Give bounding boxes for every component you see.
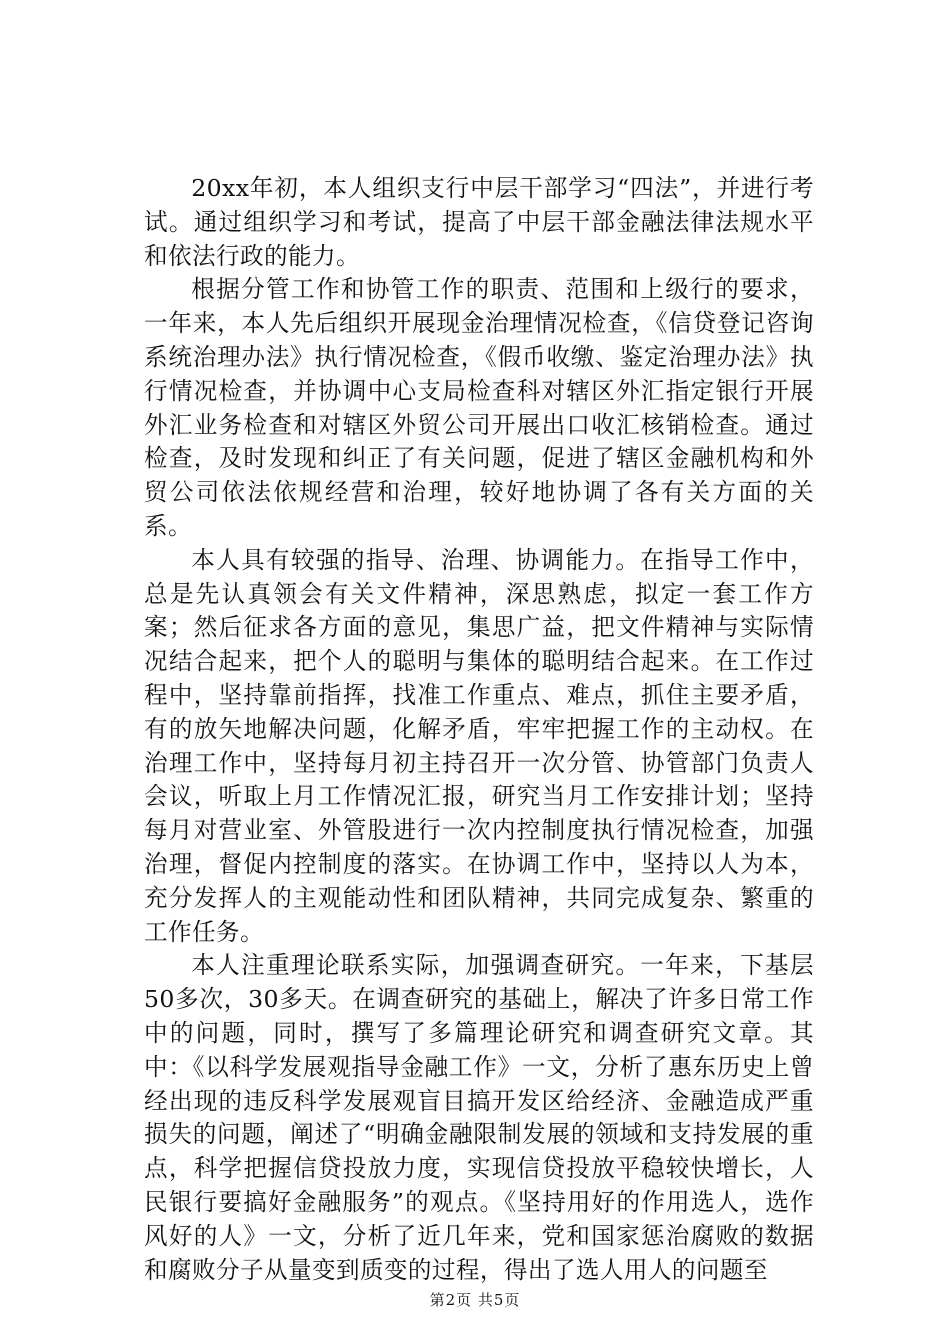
paragraph-research: 本人注重理论联系实际，加强调查研究。一年来，下基层50多次，30多天。在调查研究的基础上，解决了许多日常工作中的问题，同时，撰写了多篇理论研究和调查研究文章。其中：《以科学发展观指导金融工作》一文，分析了惠东历史上曾经出现的违反科学发展观盲目搞开发区给经济、金融造成严重损失的问题，阐述了“明确金融限制发展的领域和支持发展的重点，科学把握信贷投放力度，实现信贷投放平稳较快增长，人民银行要搞好金融服务”的观点。《坚持用好的作用选人，选作风好的人》一文，分析了近几年来，党和国家惩治腐败的数据和腐败分子从量变到质变的过程，得出了选人用人的问题至 [144,951,814,1284]
document-body [144,172,814,1287]
paragraph-guidance-coordination: 本人具有较强的指导、治理、协调能力。在指导工作中，总是先认真领会有关文件精神，深思熟虑，拟定一套工作方案；然后征求各方面的意见，集思广益，把文件精神与实际情况结合起来，把个人的聪明与集体的聪明结合起来。在工作过程中，坚持靠前指挥，找准工作重点、难点，抓住主要矛盾，有的放矢地解决问题，化解矛盾，牢牢把握工作的主动权。在治理工作中，坚持每月初主持召开一次分管、协管部门负责人会议，听取上月工作情况汇报，研究当月工作安排计划；坚持每月对营业室、外管股进行一次内控制度执行情况检查，加强治理，督促内控制度的落实。在协调工作中，坚持以人为本，充分发挥人的主观能动性和团队精神，共同完成复杂、繁重的工作任务。 [144,545,814,946]
page-number-footer: 第2页 共5页 [429,1291,521,1309]
paragraph-inspections: 根据分管工作和协管工作的职责、范围和上级行的要求，一年来，本人先后组织开展现金治理情况检查，《信贷登记咨询系统治理办法》执行情况检查，《假币收缴、鉴定治理办法》执行情况检查，并协调中心支局检查科对辖区外汇指定银行开展外汇业务检查和对辖区外贸公司开展出口收汇核销检查。通过检查，及时发现和纠正了有关问题，促进了辖区金融机构和外贸公司依法依规经营和治理，较好地协调了各有关方面的关系。 [144,275,814,540]
paragraph-study-four-laws: 20xx年初，本人组织支行中层干部学习“四法”，并进行考试。通过组织学习和考试，提高了中层干部金融法律法规水平和依法行政的能力。 [144,174,814,270]
